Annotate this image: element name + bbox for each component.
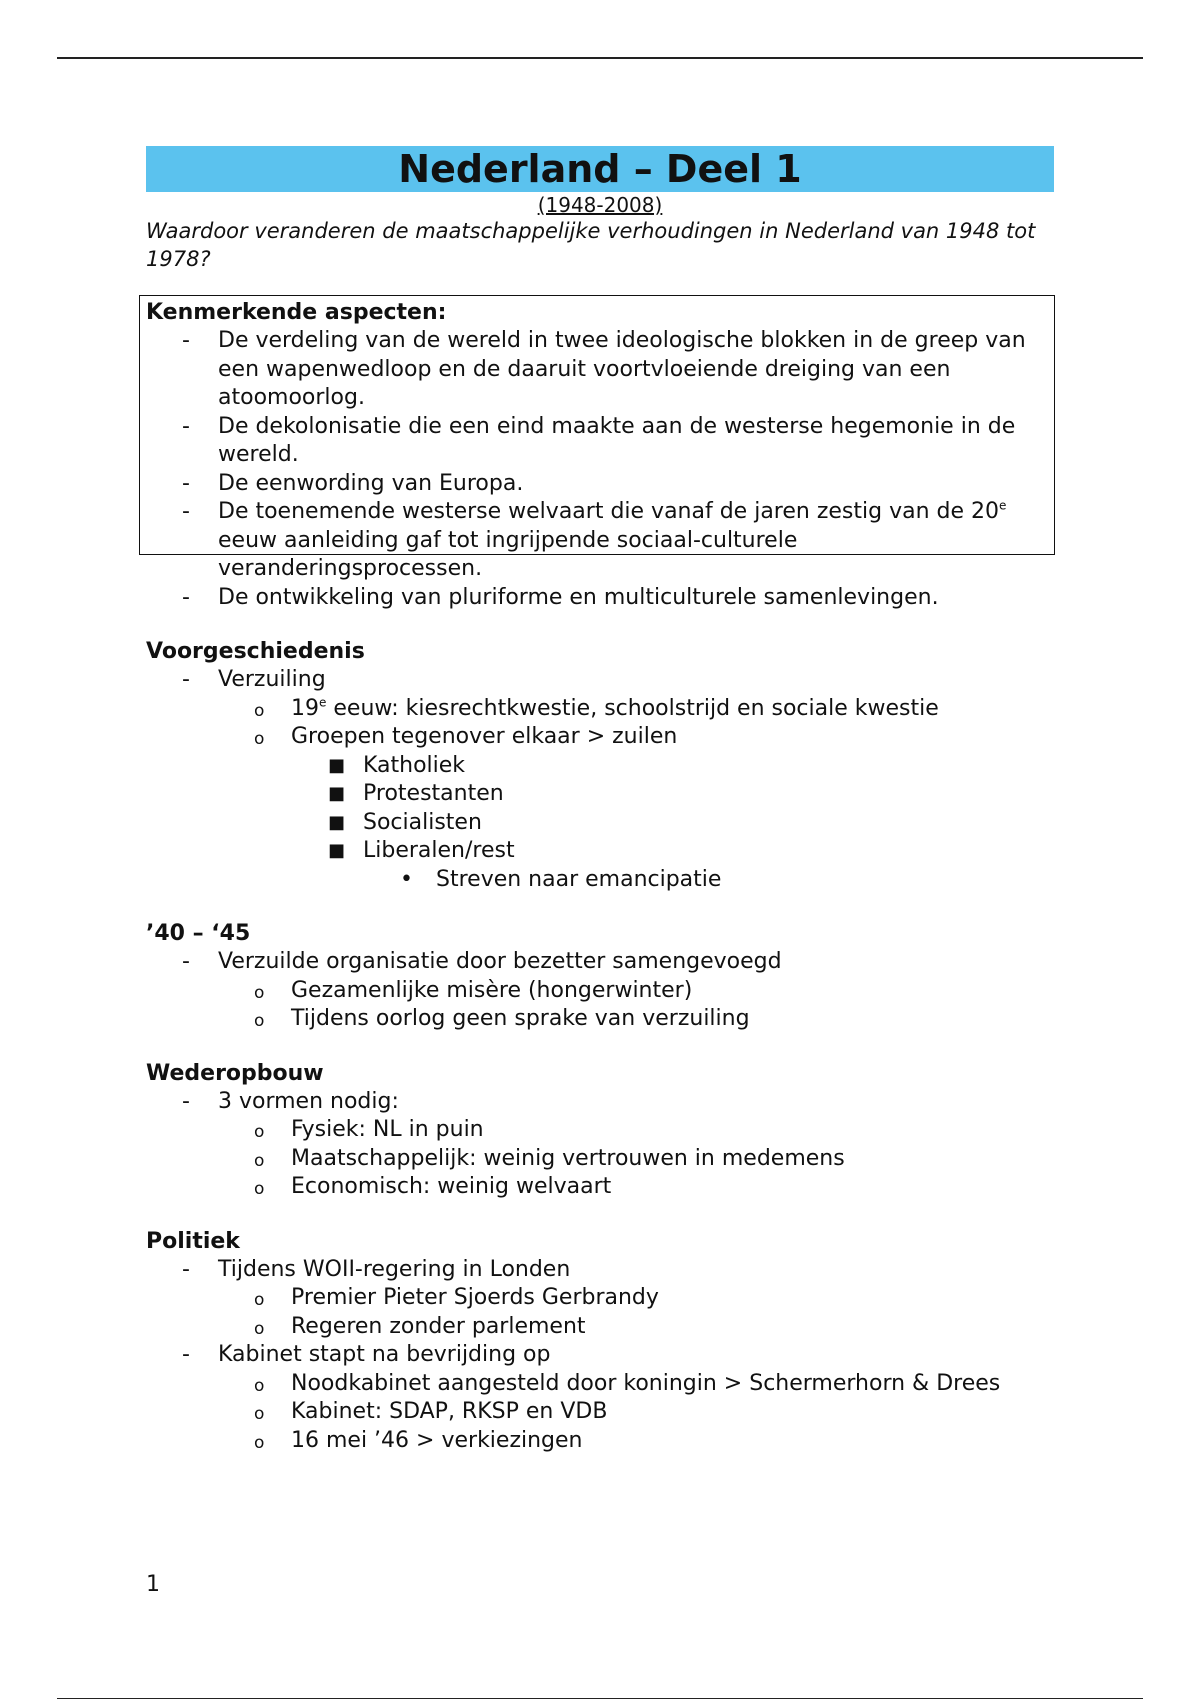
list-item: o 16 mei ’46 > verkiezingen (254, 1427, 583, 1453)
list-item: - De verdeling van de wereld in twee ideologische blokken in de greep van een wapenwedloop en de daaruit voortvloeiende dreiging van een atoomoorlog. (182, 328, 1026, 410)
page-title: Nederland – Deel 1 (398, 147, 802, 191)
section-heading: Politiek (146, 1228, 240, 1254)
list-item: - Verzuiling (182, 667, 326, 692)
page-number: 1 (146, 1572, 160, 1597)
voorgeschiedenis-section (146, 638, 1054, 894)
kenmerkend-section (146, 299, 1054, 612)
list-item: - Verzuilde organisatie door bezetter samengevoegd (182, 949, 782, 974)
list-item: - De ontwikkeling van pluriforme en multiculturele samenlevingen. (182, 584, 939, 610)
oorlog-section (146, 920, 1054, 1034)
list-item: ■ Liberalen/rest (328, 838, 515, 863)
list-item: o Tijdens oorlog geen sprake van verzuiling (254, 1006, 750, 1031)
wederopbouw-section (146, 1060, 1054, 1202)
list-item: o Maatschappelijk: weinig vertrouwen in medemens (254, 1145, 845, 1171)
section-heading: Voorgeschiedenis (146, 639, 365, 664)
section-heading: Wederopbouw (146, 1060, 324, 1086)
list-item: o 19e eeuw: kiesrechtkwestie, schoolstrijd en sociale kwestie (254, 695, 939, 721)
page-subtitle: (1948-2008) (537, 193, 663, 217)
list-item: o Groepen tegenover elkaar > zuilen (254, 724, 678, 749)
list-item: - 3 vormen nodig: (182, 1088, 399, 1114)
list-item: - De dekolonisatie die een eind maakte aan de westerse hegemonie in de wereld. (182, 413, 1016, 467)
kenmerkend-heading: Kenmerkende aspecten: (146, 300, 447, 325)
list-item: • Streven naar emancipatie (400, 866, 722, 892)
list-item: ■ Katholiek (328, 752, 466, 778)
list-item: - De toenemende westerse welvaart die vanaf de jaren zestig van de 20e eeuw aanleiding gaf tot ingrijpende sociaal-culturele veranderingsprocessen. (182, 498, 1007, 581)
list-item: o Regeren zonder parlement (254, 1313, 586, 1339)
list-item: - Kabinet stapt na bevrijding op (182, 1342, 551, 1367)
title-bar (146, 146, 1054, 192)
list-item: o Noodkabinet aangesteld door koningin > Schermerhorn & Drees (254, 1370, 1001, 1396)
document-page (146, 146, 1054, 1455)
header-rule (57, 57, 1143, 59)
list-item: ■ Protestanten (328, 781, 504, 806)
list-item: o Premier Pieter Sjoerds Gerbrandy (254, 1285, 659, 1310)
list-item: o Kabinet: SDAP, RKSP en VDB (254, 1399, 608, 1424)
central-question: Waardoor veranderen de maatschappelijke verhoudingen in Nederland van 1948 tot 1978? (146, 219, 1036, 271)
list-item: o Economisch: weinig welvaart (254, 1174, 612, 1199)
list-item: ■ Socialisten (328, 809, 482, 835)
list-item: - De eenwording van Europa. (182, 470, 524, 496)
list-item: o Gezamenlijke misère (hongerwinter) (254, 977, 693, 1003)
politiek-section (146, 1228, 1054, 1456)
list-item: o Fysiek: NL in puin (254, 1117, 484, 1142)
section-heading: ’40 – ‘45 (146, 921, 251, 946)
footer-rule (57, 1698, 1143, 1699)
list-item: - Tijdens WOII-regering in Londen (182, 1256, 571, 1282)
